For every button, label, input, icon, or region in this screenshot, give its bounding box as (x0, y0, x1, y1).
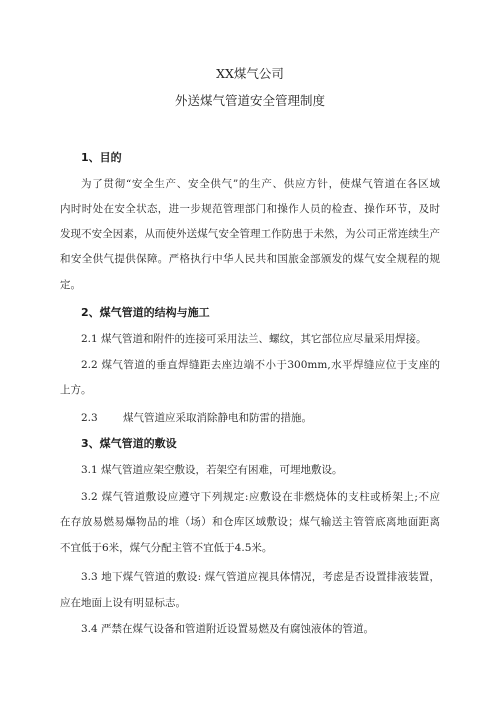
clause-3-1: 3.1 煤气管道应架空敷设，若架空有困难，可埋地敷设。 (81, 464, 343, 476)
clause-2-1: 2.1 煤气管道和附件的连接可采用法兰、螺纹，其它部位应尽量采用焊接。 (81, 333, 427, 345)
document-title: 外送煤气管道安全管理制度 (174, 93, 325, 108)
clause-2-3: 煤气管道应采取消除静电和防雷的措施。 (123, 412, 312, 424)
paragraph-line: 不宜低于6米，煤气分配主管不宜低于4.5米。 (60, 542, 273, 554)
paragraph-line: 为了贯彻“安全生产、安全供气”的生产、供应方针，使煤气管道在各区域 (81, 178, 440, 190)
clause-3-2: 3.2 煤气管道敷设应遵守下列规定:应敷设在非燃烧体的支柱或桥架上;不应 (81, 491, 440, 503)
clause-3-4: 3.4 严禁在煤气设备和管道附近设置易燃及有腐蚀液体的管道。 (81, 623, 375, 635)
paragraph-line: 在存放易燃易爆物品的堆（场）和仓库区域敷设；煤气输送主管管底离地面距离 (60, 516, 440, 528)
paragraph-line: 上方。 (60, 384, 92, 396)
clause-number-2-3: 2.3 (81, 412, 98, 424)
paragraph-line: 应在地面上设有明显标志。 (60, 597, 186, 609)
company-name: XX煤气公司 (216, 66, 284, 81)
paragraph-line: 内时时处在安全状态，进一步规范管理部门和操作人员的检查、操作环节，及时 (60, 203, 440, 215)
paragraph-line: 和安全供气提供保障。严格执行中华人民共和国旅金部颁发的煤气安全规程的规 (60, 253, 440, 265)
paragraph-line: 定。 (60, 279, 81, 291)
paragraph-line: 发现不安全因素，从而使外送煤气安全管理工作防患于未然，为公司正常连续生产 (60, 228, 440, 240)
clause-2-2: 2.2 煤气管道的垂直焊缝距去座边端不小于300mm,水平焊缝应位于支座的 (81, 359, 440, 371)
section-heading-purpose: 1、目的 (81, 151, 122, 164)
section-heading-structure: 2、煤气管道的结构与施工 (81, 306, 210, 319)
clause-3-3: 3.3 地下煤气管道的敷设: 煤气管道应视具体情况，考虑是否设置排液装置， (81, 571, 440, 583)
section-heading-laying: 3、煤气管道的敷设 (81, 437, 177, 450)
